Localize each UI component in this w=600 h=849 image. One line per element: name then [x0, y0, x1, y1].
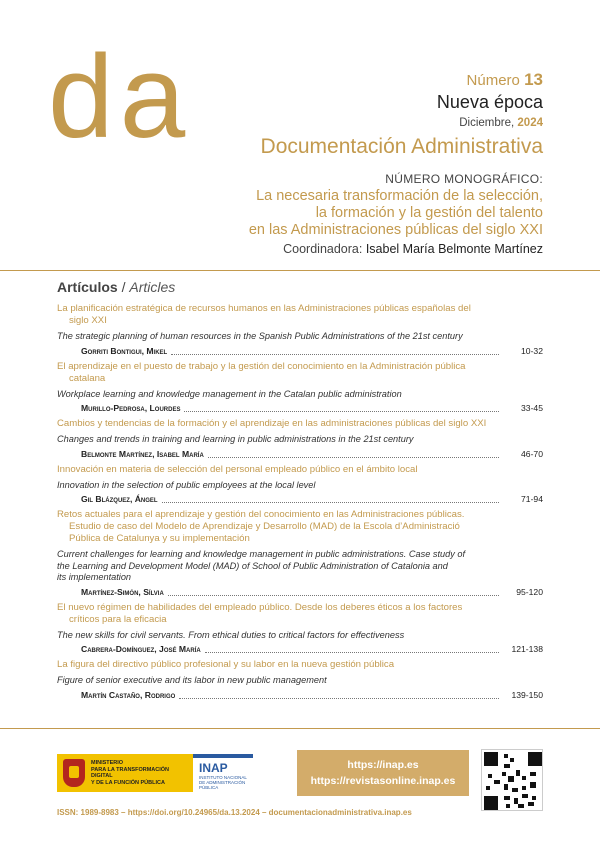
- links-box: [297, 750, 469, 796]
- qr-module: [506, 804, 510, 808]
- qr-module: [530, 772, 536, 776]
- journal-logo: da: [48, 31, 192, 163]
- qr-module: [502, 772, 506, 776]
- article-author: Belmonte Martínez, Isabel María: [81, 448, 204, 459]
- monographic-label: NÚMERO MONOGRÁFICO:: [385, 172, 543, 186]
- qr-module: [504, 764, 510, 768]
- qr-module: [484, 796, 498, 810]
- link-revistas[interactable]: https://revistasonline.inap.es: [310, 775, 456, 787]
- article-title-es-line: La figura del directivo público profesional y su labor en la nueva gestión pública: [57, 659, 395, 670]
- monographic-title-line: La necesaria transformación de la selección,: [256, 188, 543, 204]
- inap-name: INAP: [199, 761, 228, 775]
- article-title-en: [57, 480, 543, 492]
- article-entry: [57, 361, 543, 415]
- qr-module: [494, 780, 500, 784]
- article-title-es[interactable]: [57, 303, 543, 327]
- issue-number: [261, 70, 543, 90]
- article-author-row: [57, 587, 543, 598]
- article-pages: 121-138: [511, 644, 543, 654]
- article-entry: [57, 464, 543, 506]
- article-title-en-line: Figure of senior executive and its labor in new public management: [57, 675, 327, 685]
- journal-title: Documentación Administrativa: [260, 135, 543, 158]
- article-entry: [57, 303, 543, 357]
- qr-module: [504, 754, 508, 758]
- qr-module: [528, 752, 542, 766]
- article-title-es-line: Innovación en materia de selección del personal empleado público en el ámbito local: [57, 463, 418, 475]
- article-title-en: [57, 675, 543, 687]
- article-author-row: [57, 644, 543, 655]
- qr-module: [518, 804, 524, 808]
- article-author-row: [57, 449, 543, 460]
- article-title-en: [57, 549, 543, 584]
- article-title-en-line: the Learning and Development Model (MAD) of School of Public Administration of Catalonia and: [57, 560, 448, 571]
- article-title-es[interactable]: [57, 509, 543, 545]
- article-title-en-line: The new skills for civil servants. From ethical duties to critical factors for effectiveness: [57, 629, 405, 640]
- articles-list: [57, 303, 543, 705]
- ministry-text: [91, 760, 191, 786]
- masthead: [261, 70, 543, 159]
- monographic-title-line: en las Administraciones públicas del siglo XXI: [248, 222, 543, 238]
- dot-leader: [179, 698, 499, 699]
- dot-leader: [208, 457, 499, 458]
- article-title-es[interactable]: [57, 418, 543, 430]
- article-entry: [57, 602, 543, 656]
- qr-module: [486, 786, 490, 790]
- issue-month: Diciembre,: [459, 117, 515, 129]
- article-author: Murillo-Pedrosa, Lourdes: [81, 403, 181, 413]
- article-title-en: [57, 331, 543, 343]
- qr-module: [504, 796, 510, 800]
- qr-module: [530, 782, 536, 788]
- article-title-es-line: catalana: [69, 372, 106, 384]
- monographic-title: [249, 188, 543, 239]
- article-pages: 95-120: [516, 586, 543, 597]
- article-author: Martín Castaño, Rodrigo: [81, 689, 176, 700]
- article-pages: 10-32: [521, 345, 543, 356]
- qr-module: [488, 774, 492, 778]
- articles-heading: [57, 279, 175, 295]
- article-title-es[interactable]: [57, 659, 543, 671]
- article-author-row: [57, 690, 543, 701]
- dot-leader: [184, 411, 499, 412]
- qr-module: [528, 802, 534, 806]
- inap-sub-line: INSTITUTO NACIONAL: [199, 775, 247, 780]
- article-pages: 46-70: [521, 448, 543, 459]
- article-entry: [57, 659, 543, 701]
- articles-heading-sep: /: [117, 279, 130, 295]
- bottom-divider: [0, 728, 600, 729]
- article-author-row: [57, 346, 543, 357]
- article-title-es-line: Cambios y tendencias de la formación y el aprendizaje en las administraciones públicas del siglo XXI: [57, 418, 487, 429]
- article-title-es-line: Retos actuales para el aprendizaje y gestión del conocimiento en las Administraciones públicas.: [57, 509, 465, 520]
- article-title-es[interactable]: [57, 602, 543, 626]
- dot-leader: [171, 354, 499, 355]
- ministry-text-line: MINISTERIO: [91, 760, 124, 766]
- dot-leader: [168, 595, 499, 596]
- article-title-es-line: Pública de Catalunya y su implementación: [69, 533, 250, 544]
- article-entry: [57, 418, 543, 460]
- article-title-es[interactable]: [57, 361, 543, 385]
- link-inap[interactable]: https://inap.es: [347, 759, 419, 771]
- issue-number-label: Número: [466, 72, 520, 89]
- articles-heading-en: Articles: [129, 279, 176, 295]
- article-title-es-line: críticos para la eficacia: [69, 613, 167, 625]
- article-title-es-line: El aprendizaje en el puesto de trabajo y la gestión del conocimiento en la Administración pública: [57, 360, 466, 372]
- coordinator-label: Coordinadora:: [283, 242, 363, 256]
- epoch: Nueva época: [436, 92, 543, 112]
- articles-heading-es: Artículos: [57, 279, 118, 295]
- qr-module: [522, 794, 528, 798]
- monographic-block: [249, 172, 543, 256]
- article-title-en-line: Changes and trends in training and learning in public administrations in the 21st century: [57, 434, 414, 444]
- article-title-en: [57, 434, 543, 446]
- inap-sub-line: DE ADMINISTRACIÓN PÚBLICA: [199, 780, 246, 790]
- article-title-es-line: La planificación estratégica de recursos humanos en las Administraciones públicas españolas del: [57, 303, 471, 314]
- coordinator-name: Isabel María Belmonte Martínez: [365, 242, 543, 256]
- article-title-en-line: Workplace learning and knowledge management in the Catalan public administration: [57, 388, 402, 399]
- article-title-en: [57, 630, 543, 642]
- article-title-en-line: Innovation in the selection of public employees at the local level: [57, 479, 316, 490]
- article-author: Cabrera-Domínguez, José María: [81, 644, 201, 654]
- article-title-en-line: Current challenges for learning and knowledge management in public administrations. Case study of: [57, 549, 466, 559]
- article-title-en-line: The strategic planning of human resources in the Spanish Public Administrations of the 21st century: [57, 331, 463, 341]
- qr-code-icon: [481, 749, 543, 811]
- article-author: Gil Blázquez, Ángel: [81, 494, 158, 504]
- qr-module: [522, 786, 526, 790]
- issue-year: 2024: [517, 117, 543, 129]
- article-pages: 139-150: [511, 689, 543, 700]
- issue-date: [261, 117, 543, 129]
- qr-module: [504, 784, 508, 790]
- article-title-en: [57, 389, 543, 401]
- qr-module: [510, 758, 514, 762]
- qr-module: [484, 752, 498, 766]
- coat-of-arms-icon: [63, 759, 85, 787]
- issue-number-value: 13: [524, 70, 543, 89]
- footer: [0, 732, 600, 849]
- article-pages: 71-94: [521, 494, 543, 504]
- article-entry: [57, 509, 543, 598]
- qr-module: [522, 776, 526, 780]
- dot-leader: [162, 502, 499, 503]
- issn-line: ISSN: 1989-8983 – https://doi.org/10.24965/da.13.2024 – documentacionadministrativa.inap.es: [57, 808, 412, 817]
- dot-leader: [205, 652, 499, 653]
- top-divider: [0, 270, 600, 271]
- article-author-row: [57, 403, 543, 414]
- article-title-es-line: El nuevo régimen de habilidades del empleado público. Desde los deberes éticos a los factores: [57, 601, 463, 613]
- article-author: Gorriti Bontigui, Mikel: [81, 345, 168, 356]
- ministry-text-line: Y DE LA FUNCIÓN PÚBLICA: [91, 779, 165, 786]
- inap-logo: [193, 754, 253, 792]
- article-title-es-line: Estudio de caso del Modelo de Aprendizaje y Desarrollo (MAD) de la Escola d’Administració: [69, 521, 460, 532]
- coordinator: [249, 242, 543, 256]
- ministry-text-line: PARA LA TRANSFORMACIÓN DIGITAL: [91, 766, 170, 779]
- ministry-logo: [57, 754, 193, 792]
- article-title-es-line: siglo XXI: [69, 315, 107, 326]
- qr-module: [508, 776, 514, 782]
- qr-module: [512, 788, 518, 792]
- article-author-row: [57, 494, 543, 505]
- monographic-title-line: la formación y la gestión del talento: [315, 205, 543, 221]
- qr-module: [516, 770, 520, 776]
- article-author: Martínez-Simón, Sílvia: [81, 586, 164, 597]
- article-title-es[interactable]: [57, 464, 543, 476]
- qr-module: [532, 796, 536, 800]
- article-pages: 33-45: [521, 403, 543, 413]
- article-title-en-line: its implementation: [57, 572, 132, 582]
